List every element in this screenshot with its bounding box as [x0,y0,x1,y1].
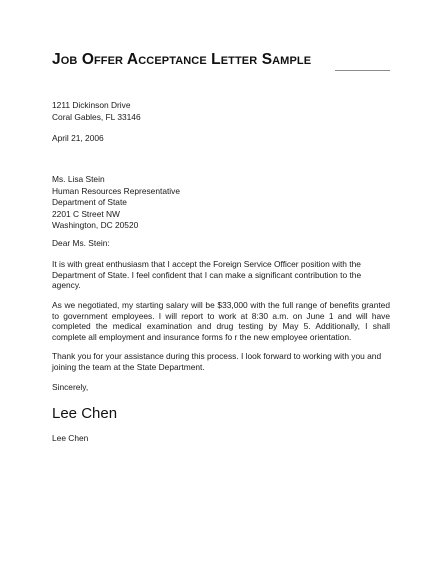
sender-address-line2: Coral Gables, FL 33146 [52,111,141,122]
salutation [52,238,110,250]
recipient-address [52,174,180,232]
letter-title: Job Offer Acceptance Letter Sample [52,51,312,68]
letter-date [52,133,104,145]
typed-name [52,433,88,445]
recipient-city: Washington, DC 20520 [52,220,139,230]
salutation-text: Dear Ms. Stein: [52,238,110,248]
recipient-street: 2201 C Street NW [52,208,120,219]
body-paragraph-3: Thank you for your assistance during this process. I look forward to working with you and joining the team at the State Department. [52,351,382,372]
body-paragraph-2: As we negotiated, my starting salary will be $33,000 with the full range of benefits granted to government employees. I will report to work at 8:30 a.m. on June 1 and will have completed the medical examination and drug testing by May 5. Additionally, I shall complete all employment and insurance forms fo r the new employee orientation. [52,300,390,342]
body-paragraph-1: It is with great enthusiasm that I accept the Foreign Service Officer position with the Department of State. I feel confident that I can make a significant contribution to the agency. [52,259,362,291]
closing-text: Sincerely, [52,382,89,392]
title-underline-rule [335,70,390,71]
recipient-name: Ms. Lisa Stein [52,174,105,184]
typed-name-text: Lee Chen [52,433,89,443]
recipient-organization: Department of State [52,197,127,207]
date-text: April 21, 2006 [52,133,104,143]
closing [52,382,88,394]
sender-address [52,100,141,123]
signature: Lee Chen [52,405,118,422]
recipient-title: Human Resources Representative [52,185,181,196]
sender-address-line1: 1211 Dickinson Drive [52,100,131,110]
